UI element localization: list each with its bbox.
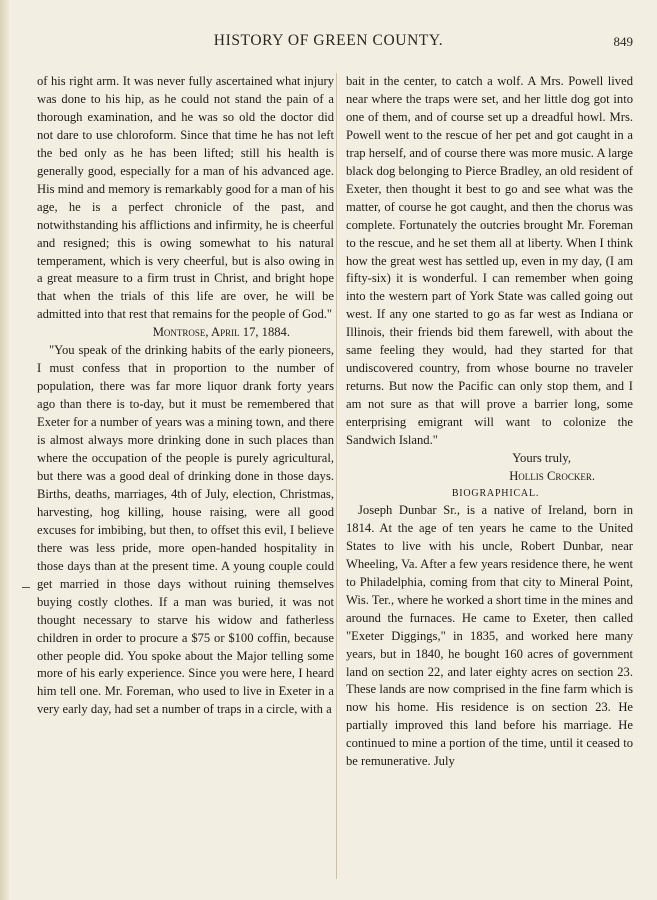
- column-divider: [336, 73, 337, 879]
- page-edge-shadow: [0, 0, 9, 900]
- right-paragraph-2: Joseph Dunbar Sr., is a native of Ireland, born in 1814. At the age of ten years he came to the United States to live with his uncle, Robert Dunbar, near Wheeling, Va. After a few years residence there, he went to Philadelphia, coming from that city to Mineral Point, Wis. Ter., where he worked a short time in the mines and around the furnaces. He came to Exeter, then called "Exeter Diggings," in 1835, and worked here many years, but in 1840, he bought 160 acres of government land on section 22, and later eighty acres on section 23. These lands are now comprised in the fine farm which is now his home. His residence is on section 23. He partially improved this land before his marriage. He continued to mine a portion of the time, until it ceased to be remunerative. July: [346, 502, 633, 769]
- page-header: [0, 30, 657, 52]
- letter-signature: Hollis Crocker.: [509, 468, 595, 483]
- right-paragraph-1: bait in the center, to catch a wolf. A Mrs. Powell lived near where the traps were set, and her little dog got into one of them, and of course set up a dreadful howl. Mrs. Powell went to the rescue of her pet and got caught in a trap herself, and of course there was more music. A large black dog belonging to Pierce Bradley, an old resident of Exeter, then thought it best to go and see what was the matter, of course he got caught, and then the chorus was complete. Fortunately the outcries brought Mr. Foreman to the rescue, and he set them all at liberty. When I think how the great west has settled up, even in my day, (I am fifty-six) it is wonderful. I can remember when going into the western part of York State was called going out west. If any one started to go as far west as Indiana or Illinois, their friends bid them farewell, with about the same feeling they would, had they started for that undiscovered country, from whose bourne no traveler returns. But now the Pacific can only stop them, and I am not sure as that will prove a barrier long, some enterprising emigrant will want to colonize the Sandwich Island.": [346, 74, 633, 448]
- left-paragraph-2: "You speak of the drinking habits of the early pioneers, I must confess that in proportion to the number of population, there was far more liquor drank forty years ago than there is to-day, but it must be remembered that Exeter for a number of years was a mining town, and there is almost always more drinking done in such places than where the occupation of the people is purely agricultural, but there was a good deal of drinking done in those days. Births, deaths, marriages, 4th of July, election, Christmas, harvesting, hog killing, house raising, were all good excuses for imbibing, but then, to offset this evil, I believe there was less pride, more open-handed hospitality in those days than at the present time. A young couple could get married in those days without ruining themselves buying costly clothes. If a man was buried, it was not thought necessary to starve his widow and fatherless children in order to procure a $75 or $100 coffin, because other people did. You spoke about the Major telling some more of his early experience. Since you were here, I heard him tell one. Mr. Foreman, who used to live in Exeter in a very early day, had set a number of traps in a circle, with a: [37, 343, 334, 717]
- margin-mark: [22, 587, 30, 588]
- letter-dateline: Montrose, April 17, 1884.: [152, 325, 290, 340]
- left-paragraph-1: of his right arm. It was never fully ascertained what injury was done to his hip, as he could not stand the pain of a thorough examination, and he was so old the doctor did not dare to use chloroform. Since that time he has not left the bed only as he has been lifted; still his health is generally good, especially for a man of his advanced age. His mind and memory is remarkably good for a man of his age, he is a perfect chronicle of the past, and notwithstanding his afflictions and infirmity, he is cheerful and resigned; this is owing somewhat to his natural temperament, which is very cheerful, but is also owing in a great measure to a firm trust in Christ, and bright hope that when the trials of this life are over, he will be admitted into that rest that remains for the people of God.": [37, 74, 334, 322]
- section-heading: BIOGRAPHICAL.: [451, 487, 540, 499]
- left-column: [37, 73, 334, 719]
- page-number: 849: [613, 34, 633, 49]
- right-column: [346, 73, 633, 771]
- letter-closing: Yours truly,: [512, 451, 571, 466]
- running-title: HISTORY OF GREEN COUNTY.: [213, 32, 444, 49]
